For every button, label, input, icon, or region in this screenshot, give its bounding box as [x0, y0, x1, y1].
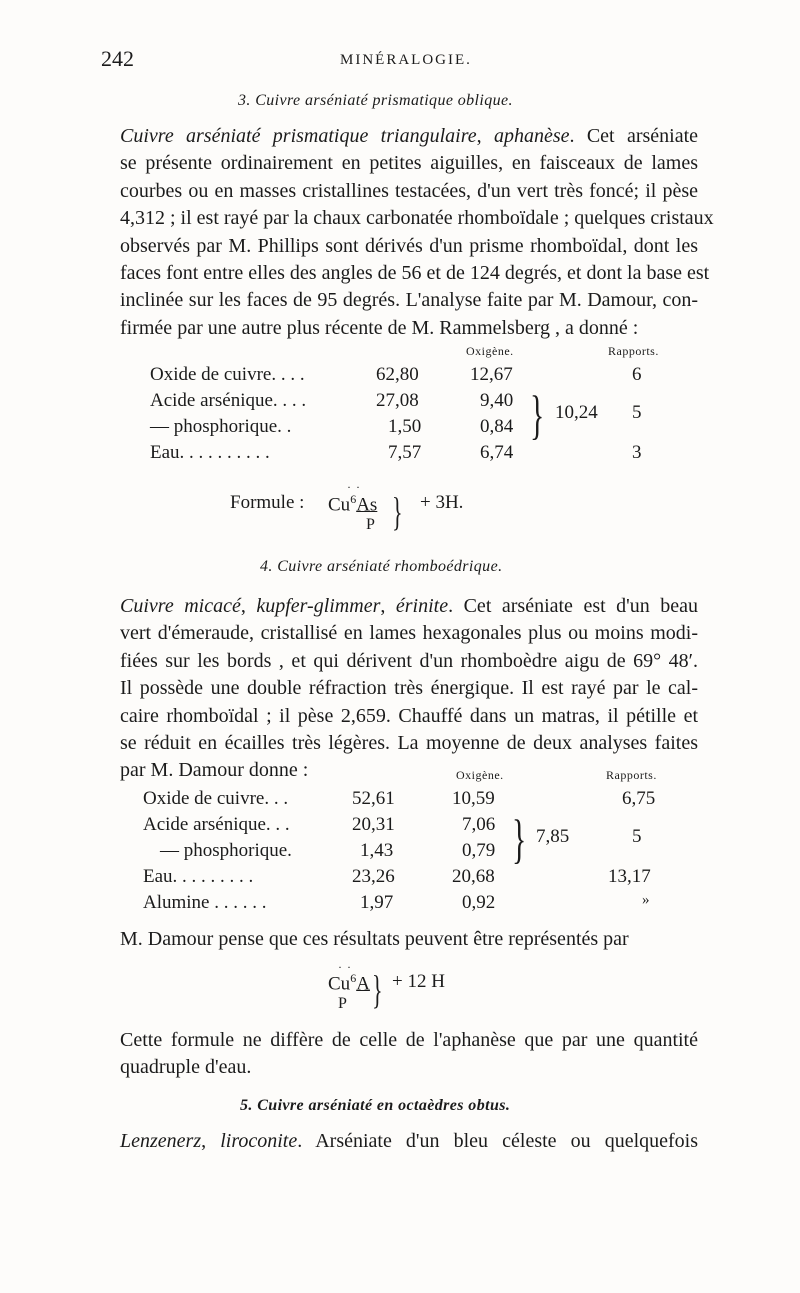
formula-label: Formule :	[230, 492, 305, 513]
row-oxigene: 0,79	[462, 840, 496, 861]
row-label: — phosphorique.	[160, 840, 292, 861]
section-3-paragraph	[120, 123, 714, 342]
formula-intro-line: M. Damour pense que ces résultats peuvent être représentés par	[120, 928, 629, 950]
row-label: Eau. . . . . . . . . .	[150, 442, 270, 463]
section-5-heading: 5. Cuivre arséniaté en octaèdres obtus.	[240, 1097, 511, 1114]
formula-plus: + 3H.	[420, 492, 464, 513]
paragraph-line: vert d'émeraude, cristallisé en lames hexagonales plus ou moins modi-	[120, 622, 698, 645]
paragraph-line: firmée par une autre plus récente de M. Rammelsberg , a donné :	[120, 316, 639, 339]
row-oxigene: 12,67	[470, 364, 513, 385]
row-oxigene: 10,59	[452, 788, 495, 809]
row-rapport: 6,75	[622, 788, 656, 809]
section-3-heading: 3. Cuivre arséniaté prismatique oblique.	[238, 92, 513, 109]
row-value: 62,80	[376, 364, 419, 385]
row-label: — phosphorique. .	[150, 416, 292, 437]
row-value: 1,97	[360, 892, 394, 913]
section-5-paragraph	[120, 1128, 698, 1155]
section-4-paragraph	[120, 593, 698, 785]
brace-rapport: 5	[632, 826, 642, 847]
brace-total: 10,24	[555, 402, 598, 423]
brace-rapport: 5	[632, 402, 642, 423]
paragraph-line: fiées sur les bords , et qui dérivent d'un rhomboèdre aigu de 69° 48′.	[120, 649, 698, 672]
page-number: 242	[101, 46, 134, 71]
paragraph-line: observés par M. Phillips sont dérivés d'un prisme rhomboïdal, dont les	[120, 234, 698, 257]
row-oxigene: 0,92	[462, 892, 496, 913]
col-header-rapports: Rapports.	[606, 768, 657, 782]
row-value: 23,26	[352, 866, 395, 887]
row-value: 1,43	[360, 840, 394, 861]
brace-icon: }	[392, 489, 403, 534]
row-oxigene: 7,06	[462, 814, 496, 835]
formula-base: Cu$^6$As	[328, 492, 378, 516]
row-rapport: 6	[632, 364, 642, 385]
row-label: Acide arsénique. . . .	[150, 390, 307, 411]
row-oxigene: 20,68	[452, 866, 495, 887]
row-rapport: 3	[632, 442, 642, 463]
section-4-heading: 4. Cuivre arséniaté rhomboédrique.	[260, 558, 503, 575]
row-label: Oxide de cuivre. . .	[143, 788, 289, 809]
paragraph-line: se présente ordinairement en petites aiguilles, en faisceaux de lames	[120, 152, 698, 175]
formula-dots: · ·	[347, 480, 361, 494]
paragraph-line: inclinée sur les faces de 95 degrés. L'analyse faite par M. Damour, con-	[120, 289, 698, 312]
row-oxigene: 6,74	[480, 442, 514, 463]
brace-icon: }	[530, 385, 545, 445]
row-value: 52,61	[352, 788, 395, 809]
col-header-oxigene: Oxigène.	[466, 344, 514, 358]
row-rapport: »	[642, 892, 650, 908]
row-label: Alumine . . . . . .	[143, 892, 267, 913]
row-oxigene: 9,40	[480, 390, 514, 411]
paragraph-line: quadruple d'eau.	[120, 1056, 252, 1079]
brace-total: 7,85	[536, 826, 570, 847]
formula-dots: · ·	[338, 960, 352, 974]
formula-bottom: P	[338, 995, 347, 1012]
paragraph-line: caire rhomboïdal ; il pèse 2,659. Chauffé dans un matras, il pétille et	[120, 704, 698, 727]
paragraph-line: Cuivre arséniaté prismatique triangulaire, aphanèse. Cet arséniate	[120, 125, 699, 147]
closing-paragraph	[120, 1027, 698, 1082]
row-value: 27,08	[376, 390, 419, 411]
paragraph-line: se réduit en écailles très légères. La moyenne de deux analyses faites	[120, 731, 698, 754]
paragraph-line: faces font entre elles des angles de 56 et de 124 degrés, et dont la base est	[120, 261, 710, 284]
running-title: MINÉRALOGIE.	[340, 52, 472, 68]
row-label: Oxide de cuivre. . . .	[150, 364, 305, 385]
row-value: 1,50	[388, 416, 422, 437]
paragraph-line: Cette formule ne diffère de celle de l'aphanèse que par une quantité	[120, 1029, 698, 1051]
paragraph-line: Lenzenerz, liroconite. Arséniate d'un bleu céleste ou quelquefois	[120, 1130, 699, 1152]
paragraph-line: Il possède une double réfraction très énergique. Il est rayé par le cal-	[120, 677, 698, 700]
brace-icon: }	[372, 967, 383, 1012]
paragraph-line: 4,312 ; il est rayé par la chaux carbonatée rhomboïdale ; quelques cristaux	[120, 207, 714, 230]
paragraph-line: courbes ou en masses cristallines testacées, d'un vert très foncé; il pèse	[120, 179, 698, 202]
row-oxigene: 0,84	[480, 416, 514, 437]
col-header-oxigene: Oxigène.	[456, 768, 504, 782]
brace-icon: }	[512, 809, 527, 869]
formula-base: Cu$^6$A	[328, 971, 370, 995]
row-value: 20,31	[352, 814, 395, 835]
formula-plus: + 12 H	[392, 971, 445, 992]
row-value: 7,57	[388, 442, 422, 463]
paragraph-line: par M. Damour donne :	[120, 759, 309, 782]
row-label: Eau. . . . . . . . .	[143, 866, 254, 887]
row-label: Acide arsénique. . .	[143, 814, 290, 835]
row-rapport: 13,17	[608, 866, 651, 887]
col-header-rapports: Rapports.	[608, 344, 659, 358]
paragraph-line: Cuivre micacé, kupfer-glimmer, érinite. Cet arséniate est d'un beau	[120, 595, 699, 617]
formula-bottom: P	[366, 516, 375, 533]
